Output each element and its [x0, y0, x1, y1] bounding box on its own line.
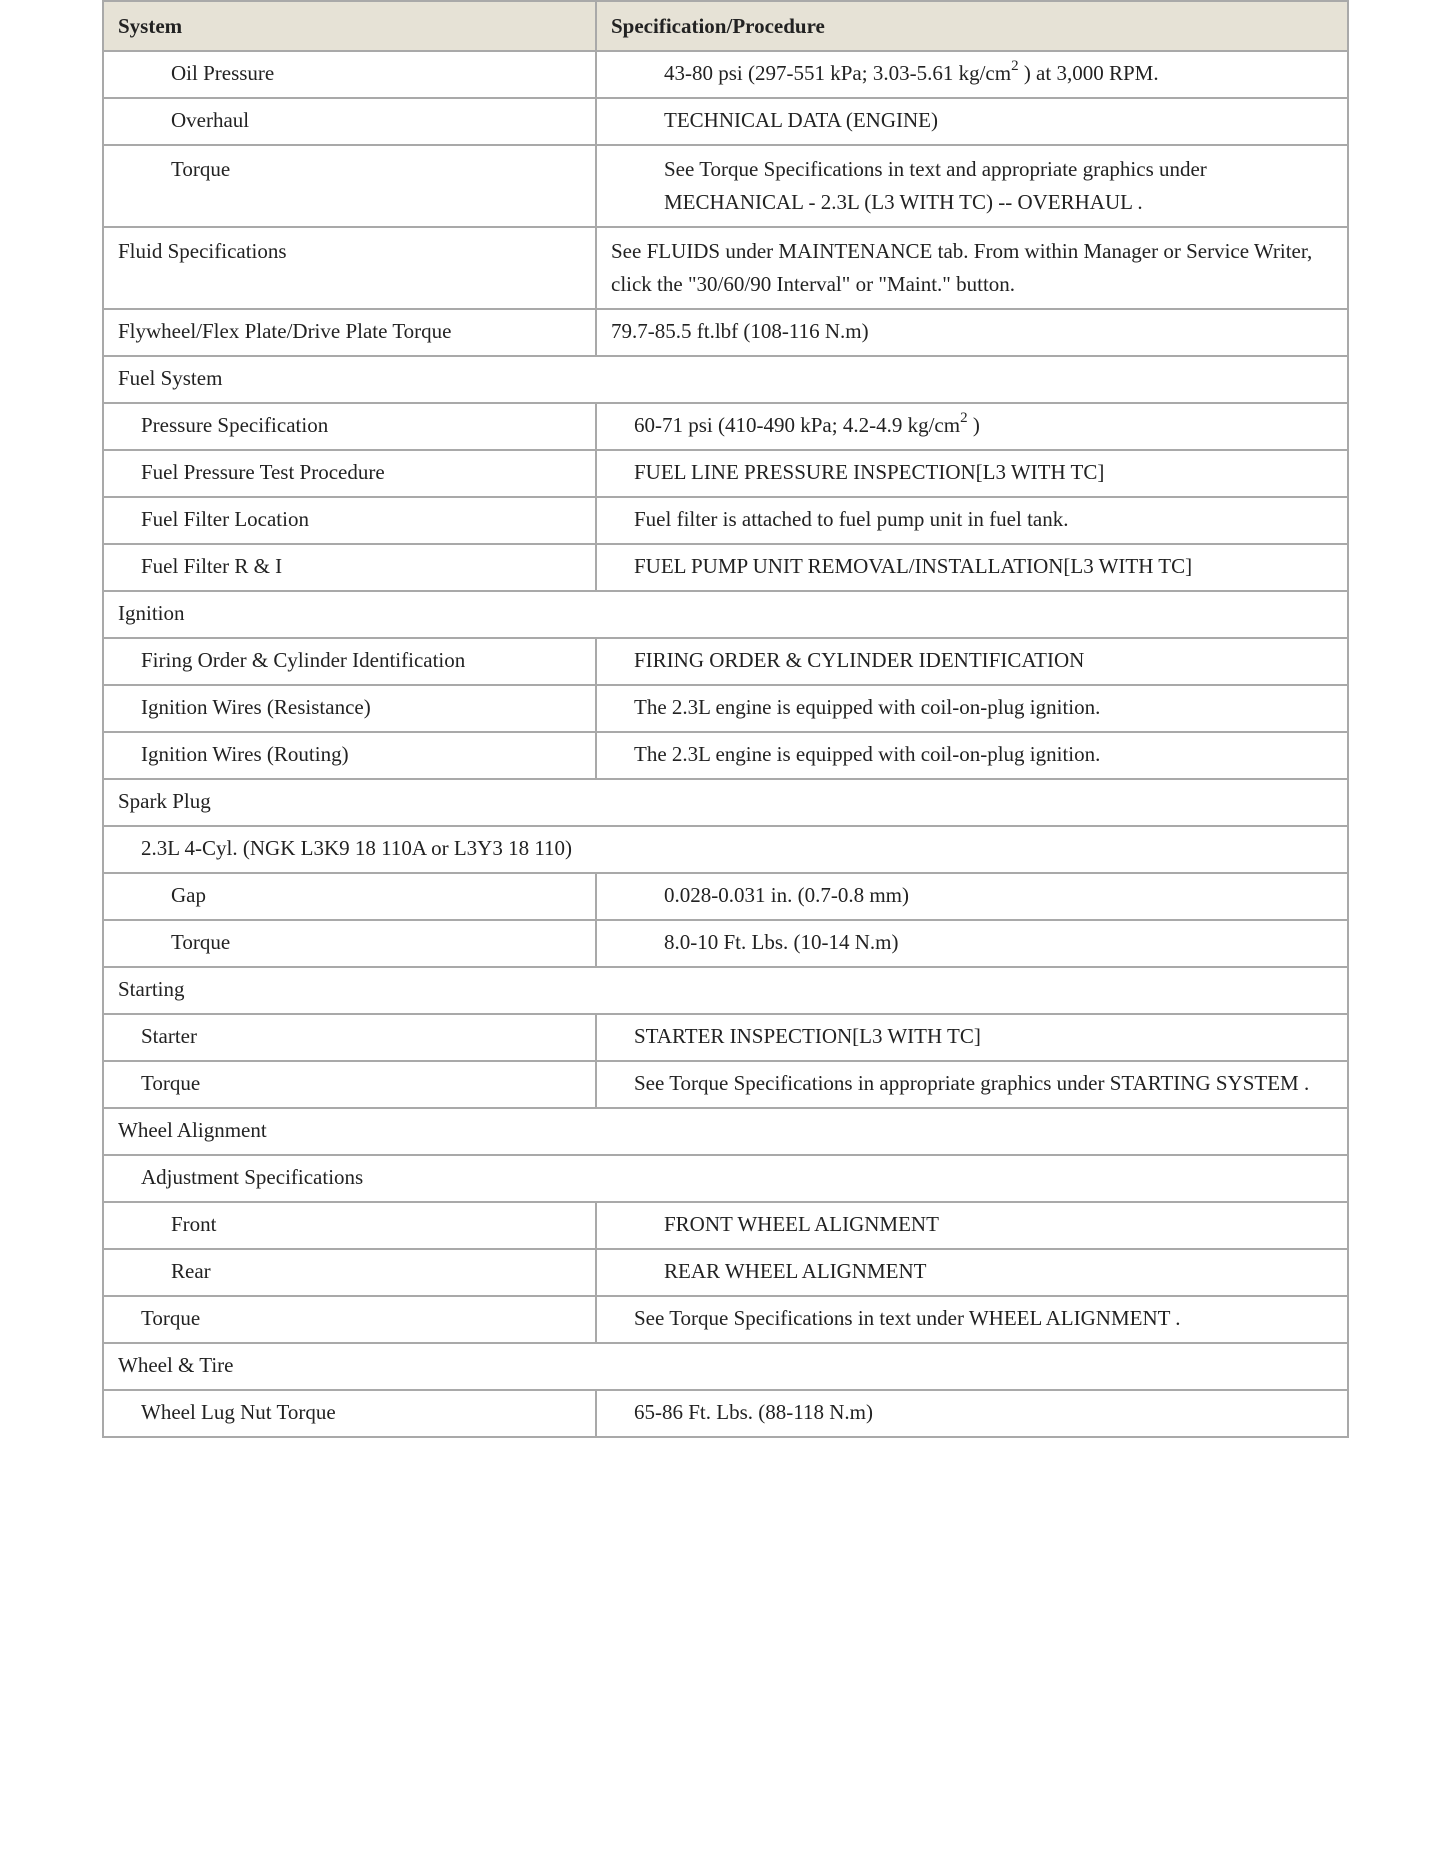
- section-row: [103, 967, 1348, 1014]
- row-spec: Fuel filter is attached to fuel pump unit in fuel tank.: [596, 497, 1348, 544]
- table-row: [103, 98, 1348, 145]
- row-label: Fluid Specifications: [103, 227, 596, 309]
- row-label: Torque: [103, 145, 596, 227]
- row-label: Rear: [103, 1249, 596, 1296]
- row-spec: TECHNICAL DATA (ENGINE): [596, 98, 1348, 145]
- row-label: Torque: [103, 1296, 596, 1343]
- row-label: Ignition Wires (Routing): [103, 732, 596, 779]
- row-spec: 8.0-10 Ft. Lbs. (10-14 N.m): [596, 920, 1348, 967]
- table-row: [103, 51, 1348, 98]
- row-spec: FIRING ORDER & CYLINDER IDENTIFICATION: [596, 638, 1348, 685]
- table-row: [103, 403, 1348, 450]
- row-label: Flywheel/Flex Plate/Drive Plate Torque: [103, 309, 596, 356]
- table-row: [103, 1296, 1348, 1343]
- table-row: [103, 685, 1348, 732]
- row-spec: See FLUIDS under MAINTENANCE tab. From within Manager or Service Writer, click the "30/60/90 Interval" or "Maint." button.: [596, 227, 1348, 309]
- row-spec: FRONT WHEEL ALIGNMENT: [596, 1202, 1348, 1249]
- row-spec: 60-71 psi (410-490 kPa; 4.2-4.9 $kg/cm^2$ ): [596, 403, 1348, 450]
- row-label: Wheel Lug Nut Torque: [103, 1390, 596, 1437]
- table-row: [103, 638, 1348, 685]
- section-row: [103, 356, 1348, 403]
- table-row: [103, 1061, 1348, 1108]
- section-label: Spark Plug: [103, 779, 1348, 826]
- row-spec: STARTER INSPECTION[L3 WITH TC]: [596, 1014, 1348, 1061]
- header-row: [103, 1, 1348, 51]
- specifications-table: [102, 0, 1349, 1438]
- table-row: [103, 873, 1348, 920]
- row-label: Fuel Filter Location: [103, 497, 596, 544]
- row-label: Oil Pressure: [103, 51, 596, 98]
- table-row: [103, 544, 1348, 591]
- row-spec: The 2.3L engine is equipped with coil-on-plug ignition.: [596, 685, 1348, 732]
- table-row: [103, 450, 1348, 497]
- header-system: System: [103, 1, 596, 51]
- row-spec: The 2.3L engine is equipped with coil-on-plug ignition.: [596, 732, 1348, 779]
- row-label: Front: [103, 1202, 596, 1249]
- section-row: [103, 591, 1348, 638]
- row-spec: See Torque Specifications in appropriate graphics under STARTING SYSTEM .: [596, 1061, 1348, 1108]
- section-label: Wheel & Tire: [103, 1343, 1348, 1390]
- row-label: Starter: [103, 1014, 596, 1061]
- table-row: [103, 145, 1348, 227]
- subsection-row: [103, 1155, 1348, 1202]
- row-spec: FUEL PUMP UNIT REMOVAL/INSTALLATION[L3 WITH TC]: [596, 544, 1348, 591]
- row-spec: 0.028-0.031 in. (0.7-0.8 mm): [596, 873, 1348, 920]
- section-row: [103, 779, 1348, 826]
- table-row: [103, 497, 1348, 544]
- row-label: Overhaul: [103, 98, 596, 145]
- section-row: [103, 1108, 1348, 1155]
- row-label: Torque: [103, 1061, 596, 1108]
- section-row: [103, 1343, 1348, 1390]
- row-label: Gap: [103, 873, 596, 920]
- table-row: [103, 1014, 1348, 1061]
- table-row: [103, 1202, 1348, 1249]
- section-label: Wheel Alignment: [103, 1108, 1348, 1155]
- table-row: [103, 227, 1348, 309]
- section-label: Starting: [103, 967, 1348, 1014]
- row-spec: See Torque Specifications in text under WHEEL ALIGNMENT .: [596, 1296, 1348, 1343]
- row-spec: FUEL LINE PRESSURE INSPECTION[L3 WITH TC]: [596, 450, 1348, 497]
- section-label: Fuel System: [103, 356, 1348, 403]
- row-label: Fuel Pressure Test Procedure: [103, 450, 596, 497]
- row-spec: See Torque Specifications in text and appropriate graphics under MECHANICAL - 2.3L (L3 WITH TC) -- OVERHAUL .: [596, 145, 1348, 227]
- section-label: Ignition: [103, 591, 1348, 638]
- table-row: [103, 1390, 1348, 1437]
- subsection-label: 2.3L 4-Cyl. (NGK L3K9 18 110A or L3Y3 18 110): [103, 826, 1348, 873]
- row-label: Ignition Wires (Resistance): [103, 685, 596, 732]
- row-spec: 43-80 psi (297-551 kPa; 3.03-5.61 $kg/cm^2$ ) at 3,000 RPM.: [596, 51, 1348, 98]
- row-label: Pressure Specification: [103, 403, 596, 450]
- table-row: [103, 309, 1348, 356]
- row-spec: 79.7-85.5 ft.lbf (108-116 N.m): [596, 309, 1348, 356]
- table-row: [103, 1249, 1348, 1296]
- row-spec: 65-86 Ft. Lbs. (88-118 N.m): [596, 1390, 1348, 1437]
- row-spec: REAR WHEEL ALIGNMENT: [596, 1249, 1348, 1296]
- subsection-row: [103, 826, 1348, 873]
- table-row: [103, 732, 1348, 779]
- table-row: [103, 920, 1348, 967]
- header-specification: Specification/Procedure: [596, 1, 1348, 51]
- subsection-label: Adjustment Specifications: [103, 1155, 1348, 1202]
- row-label: Firing Order & Cylinder Identification: [103, 638, 596, 685]
- row-label: Torque: [103, 920, 596, 967]
- row-label: Fuel Filter R & I: [103, 544, 596, 591]
